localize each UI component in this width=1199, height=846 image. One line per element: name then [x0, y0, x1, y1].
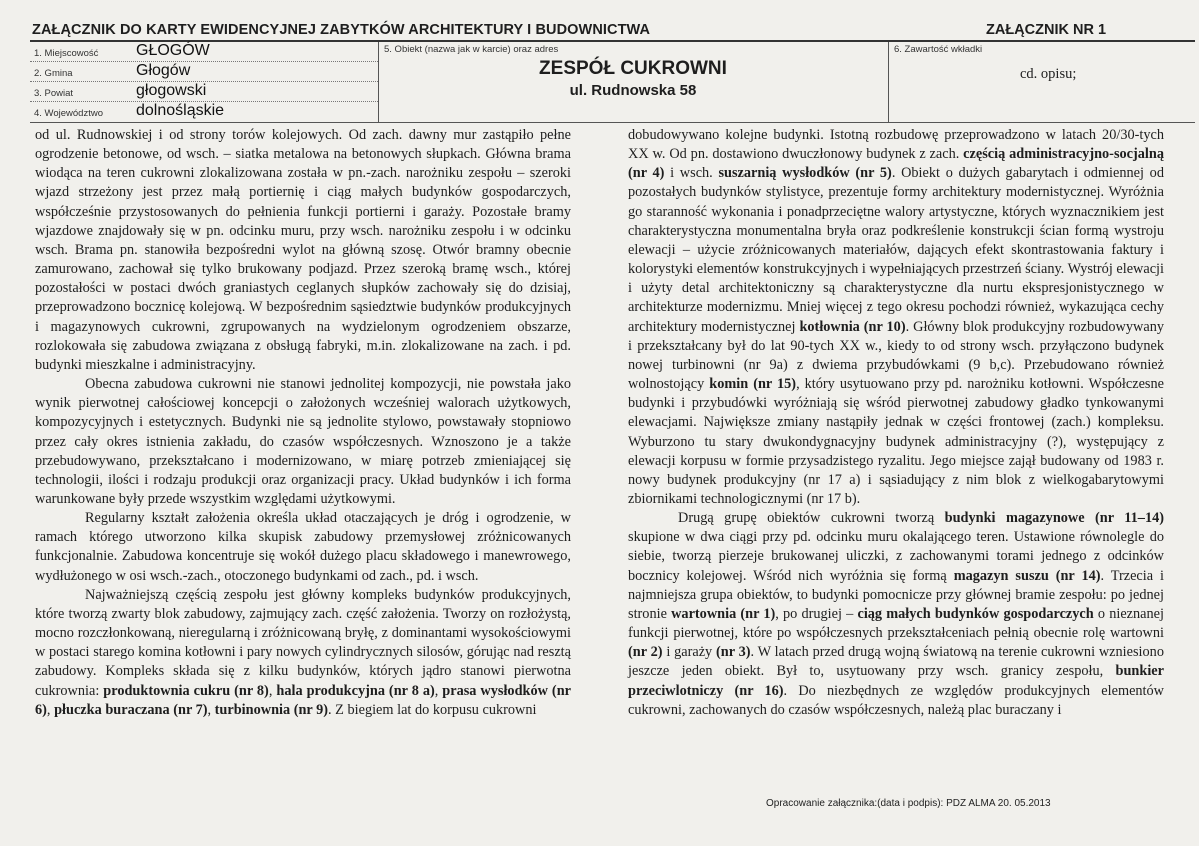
- field-county: [30, 82, 378, 102]
- paragraph: [35, 586, 571, 720]
- text-run: ,: [207, 701, 215, 718]
- text-run: . Trzecia i najmniejsza grupa obiektów, to budynki pomocnicze przy głównej bramie zespołu: po jednej stronie: [628, 567, 1164, 622]
- text-run: . W latach przed drugą wojną światową na terenie cukrowni wzniesiono jeszcze jeden obiekt. Był to, usytuowany przy wsch. granicy zespołu,: [628, 644, 1164, 680]
- field-value: Głogów: [136, 62, 191, 79]
- bold-run: produktownia cukru (nr 8): [103, 682, 269, 699]
- bold-run: wartownia (nr 1): [671, 605, 776, 622]
- text-run: i wsch.: [664, 165, 719, 182]
- text-run: Drugą grupę obiektów cukrowni tworzą: [678, 510, 945, 527]
- bold-run: komin (nr 15): [709, 376, 797, 393]
- bold-run: częścią administracyjno-socjalną (nr 4): [628, 146, 1164, 182]
- text-run: ,: [434, 682, 443, 699]
- contents-label: 6. Zawartość wkładki: [894, 44, 983, 55]
- field-locality: [30, 42, 378, 62]
- paragraph: [628, 126, 1164, 509]
- text-run: . Obiekt o dużych gabarytach i odmiennej od pozostałych budynków stylistyce, prezentuje formy architektury modernistycznej. Wyróżnia go staranność wykonania i ponadprzeciętne walory artystyczne, których wyznacznikiem jest charakterystyczna monumentalna bryła oraz podkreślenie konstrukcji ścian formą wystroju elewacji – użycie zróżnicowanych materiałów, dających efekt skontrastowania faktury i kolorystyki elementów konstrukcyjnych i wypełniających przestrzeń ściany. Wystrój elewacji i użyty detal architektoniczny są charakterystyczne dla nurtu ekspresjonistycznego w architekturze modernizmu. Mniej więcej z tego okresu pochodzi również, wykazująca cechy architektury modernistycznej: [628, 165, 1164, 335]
- divider: [888, 42, 889, 122]
- bold-run: hala produkcyjna (nr 8 a): [276, 682, 435, 699]
- paragraph: Regularny kształt założenia określa układ otaczających je dróg i ogrodzenie, w ramach którego utworzono kilka skupisk zabudowy przemysłowej zróżnicowanych funkcjonalnie. Zabudowa koncentruje się wokół dużego placu składowego i manewrowego, wydłużonego w osi wsch.-zach., otoczonego budynkami od zach., pd. i wsch.: [35, 510, 571, 584]
- field-voivodeship: [30, 102, 378, 121]
- left-column: [35, 126, 571, 720]
- contents-value: cd. opisu;: [1020, 66, 1077, 82]
- object-address: ul. Rudnowska 58: [569, 82, 697, 99]
- text-run: ,: [46, 701, 55, 718]
- bold-run: prasa wysłodków (nr 6): [35, 682, 571, 718]
- bold-run: suszarnią wysłodków (nr 5): [718, 165, 892, 182]
- footer-signature: Opracowanie załącznika:(data i podpis): PDZ ALMA 20. 05.2013: [766, 798, 1051, 809]
- text-run: o nieznanej funkcji pierwotnej, które po współczesnych przekształceniach pełnią obecnie rolę wartowni: [628, 605, 1164, 642]
- document-title: ZAŁĄCZNIK DO KARTY EWIDENCYJNEJ ZABYTKÓW ARCHITEKTURY I BUDOWNICTWA: [32, 22, 651, 38]
- text-run: . Główny blok produkcyjny rozbudowywany i przekształcany był do lat 90-tych XX w., kiedy to od strony wsch. przyłączono budynek nowej turbinowni (nr 9a) z dwiema przybudówkami (9 b,c). Przebudowano również wolnostojący: [628, 318, 1164, 393]
- bold-run: (nr 3): [716, 644, 751, 661]
- paragraph: Obecna zabudowa cukrowni nie stanowi jednolitej kompozycji, nie powstała jako wynik pierwotnej całościowej koncepcji o założonych wcześniej walorach użytkowych, kompozycyjnych i estetycznych. Budynki nie są jednolite stylowo, powstawały stopniowo przez cały okres istnienia zakładu, do czasów współczesnych. Wznoszono je a także przebudowywano, przekształcano i modernizowano, w miarę potrzeb zmieniającej się technologii, ilości i rodzaju produkcji oraz organizacji pracy. Układ budynków i ich forma warunkowane były przede wszystkim względami użytkowymi.: [35, 376, 571, 507]
- text-run: . Do niezbędnych ze względów produkcyjnych elementów cukrowni, zachowanych do czasów współczesnych, należą plac buraczany i: [628, 682, 1165, 718]
- bold-run: płuczka buraczana (nr 7): [54, 701, 208, 718]
- bold-run: ciąg małych budynków gospodarczych: [857, 605, 1094, 622]
- text-run: dobudowywano kolejne budynki. Istotną rozbudowę przeprowadzono w latach 20/30-tych XX w. Od pn. dostawiono dwuczłonowy budynek z zach.: [628, 127, 1164, 163]
- text-run: . Z biegiem lat do korpusu cukrowni: [328, 701, 537, 718]
- text-run: , który usytuowano przy pd. narożniku kotłowni. Współczesne budynki i przybudówki wyróżniają się wśród pierwotnej zabudowy gładko tynkowanymi elewacjami. Największe zmiany nastąpiły jednak w części frontowej (zach.) kompleksu. Wyburzono tu stary dwukondygnacyjny budynek administracyjny (?), występujący z elewacji korpusu w formie przysadzistego ryzalitu. Jego miejsce zajął budowany od 1983 r. nowy budynek produkcyjny (nr 17 a) i sąsiadujący z nim blok z wielkogabarytowymi zbiornikami technologicznymi (nr 17 b).: [628, 376, 1164, 507]
- field-value: dolnośląskie: [136, 102, 225, 119]
- paragraph: od ul. Rudnowskiej i od strony torów kolejowych. Od zach. dawny mur zastąpiło pełne ogrodzenie betonowe, od wsch. – siatka metalowa na betonowych słupkach. Główna brama wiodąca na teren cukrowni zlokalizowana została w pn.-zach. narożniku zespołu – szeroki wjazd strzeżony jest przez małą portiernię i ciąg małych budynków gospodarczych, współcześnie przystosowanych do pełnienia funkcji portierni i garaży. Pozostałe bramy wjazdowe znajdowały się w pn. odcinku muru, przy wsch. narożniku zespołu i w odcinku wsch. Brama pn. stanowiła bezpośredni wylot na główną szosę. Otwór bramny obecnie zamurowano, zachował się tylko brukowany podjazd. Przez szeroką bramę wsch., której pozostałości w postaci dwóch graniastych ceglanych słupków zachowały się do dzisiaj, przeprowadzono bocznicę kolejową. W bezpośrednim sąsiedztwie budynków produkcyjnych i magazynowych cukrowni, zgrupowanych na wydzielonym ogrodzeniem obszarze, rozlokowała się zabudowa związana z obsługą fabryki, m.in. zlokalizowane na zach. i pd. budynki mieszkalne i administracyjny.: [35, 127, 571, 373]
- bold-run: bunkier przeciwlotniczy (nr 16): [628, 663, 1164, 699]
- field-label: 3. Powiat: [34, 88, 74, 99]
- field-value: GŁOGÓW: [136, 42, 210, 59]
- bold-run: turbinownia (nr 9): [214, 701, 329, 718]
- field-label: 4. Województwo: [34, 108, 103, 119]
- text-run: skupione w dwa ciągi przy pd. odcinku muru okalającego teren. Ustawione równolegle do siebie, tworzą pierzeje brukowanej uliczki, z zachowanymi torami jednego z odcinków bocznicy kolejowej. Wśród nich wyróżnia się formą: [628, 529, 1164, 584]
- text-run: i garaży: [662, 644, 716, 661]
- object-label: 5. Obiekt (nazwa jak w karcie) oraz adres: [384, 44, 559, 55]
- text-run: ,: [268, 682, 277, 699]
- bold-run: (nr 2): [628, 644, 663, 661]
- bold-run: kotłownia (nr 10): [799, 318, 906, 335]
- right-column: [628, 126, 1164, 720]
- attachment-number: ZAŁĄCZNIK NR 1: [986, 22, 1107, 38]
- text-run: , po drugiej –: [775, 605, 858, 622]
- field-commune: [30, 62, 378, 82]
- bold-run: budynki magazynowe (nr 11–14): [944, 510, 1164, 527]
- header-table: [30, 40, 1195, 123]
- field-value: głogowski: [136, 82, 207, 99]
- paragraph: [628, 509, 1164, 720]
- field-label: 1. Miejscowość: [34, 48, 99, 59]
- bold-run: magazyn suszu (nr 14): [953, 567, 1101, 584]
- text-run: Najważniejszą częścią zespołu jest główny kompleks budynków produkcyjnych, które tworzą zwarty blok zabudowy, zajmujący zach. część założenia. Tworzy on rozłożystą, mocno rozczłonkowaną, nieregularną i zróżnicowaną bryłę, z dominantami wysokościowymi w postaci starego komina kotłowni i pary nowych cylindrycznych silosów, górując nad resztą zabudowy. Kompleks składa się z kilku budynków, których jądro stanowi pierwotna cukrownia:: [35, 586, 571, 699]
- object-name: ZESPÓŁ CUKROWNI: [539, 58, 727, 79]
- field-label: 2. Gmina: [34, 68, 73, 79]
